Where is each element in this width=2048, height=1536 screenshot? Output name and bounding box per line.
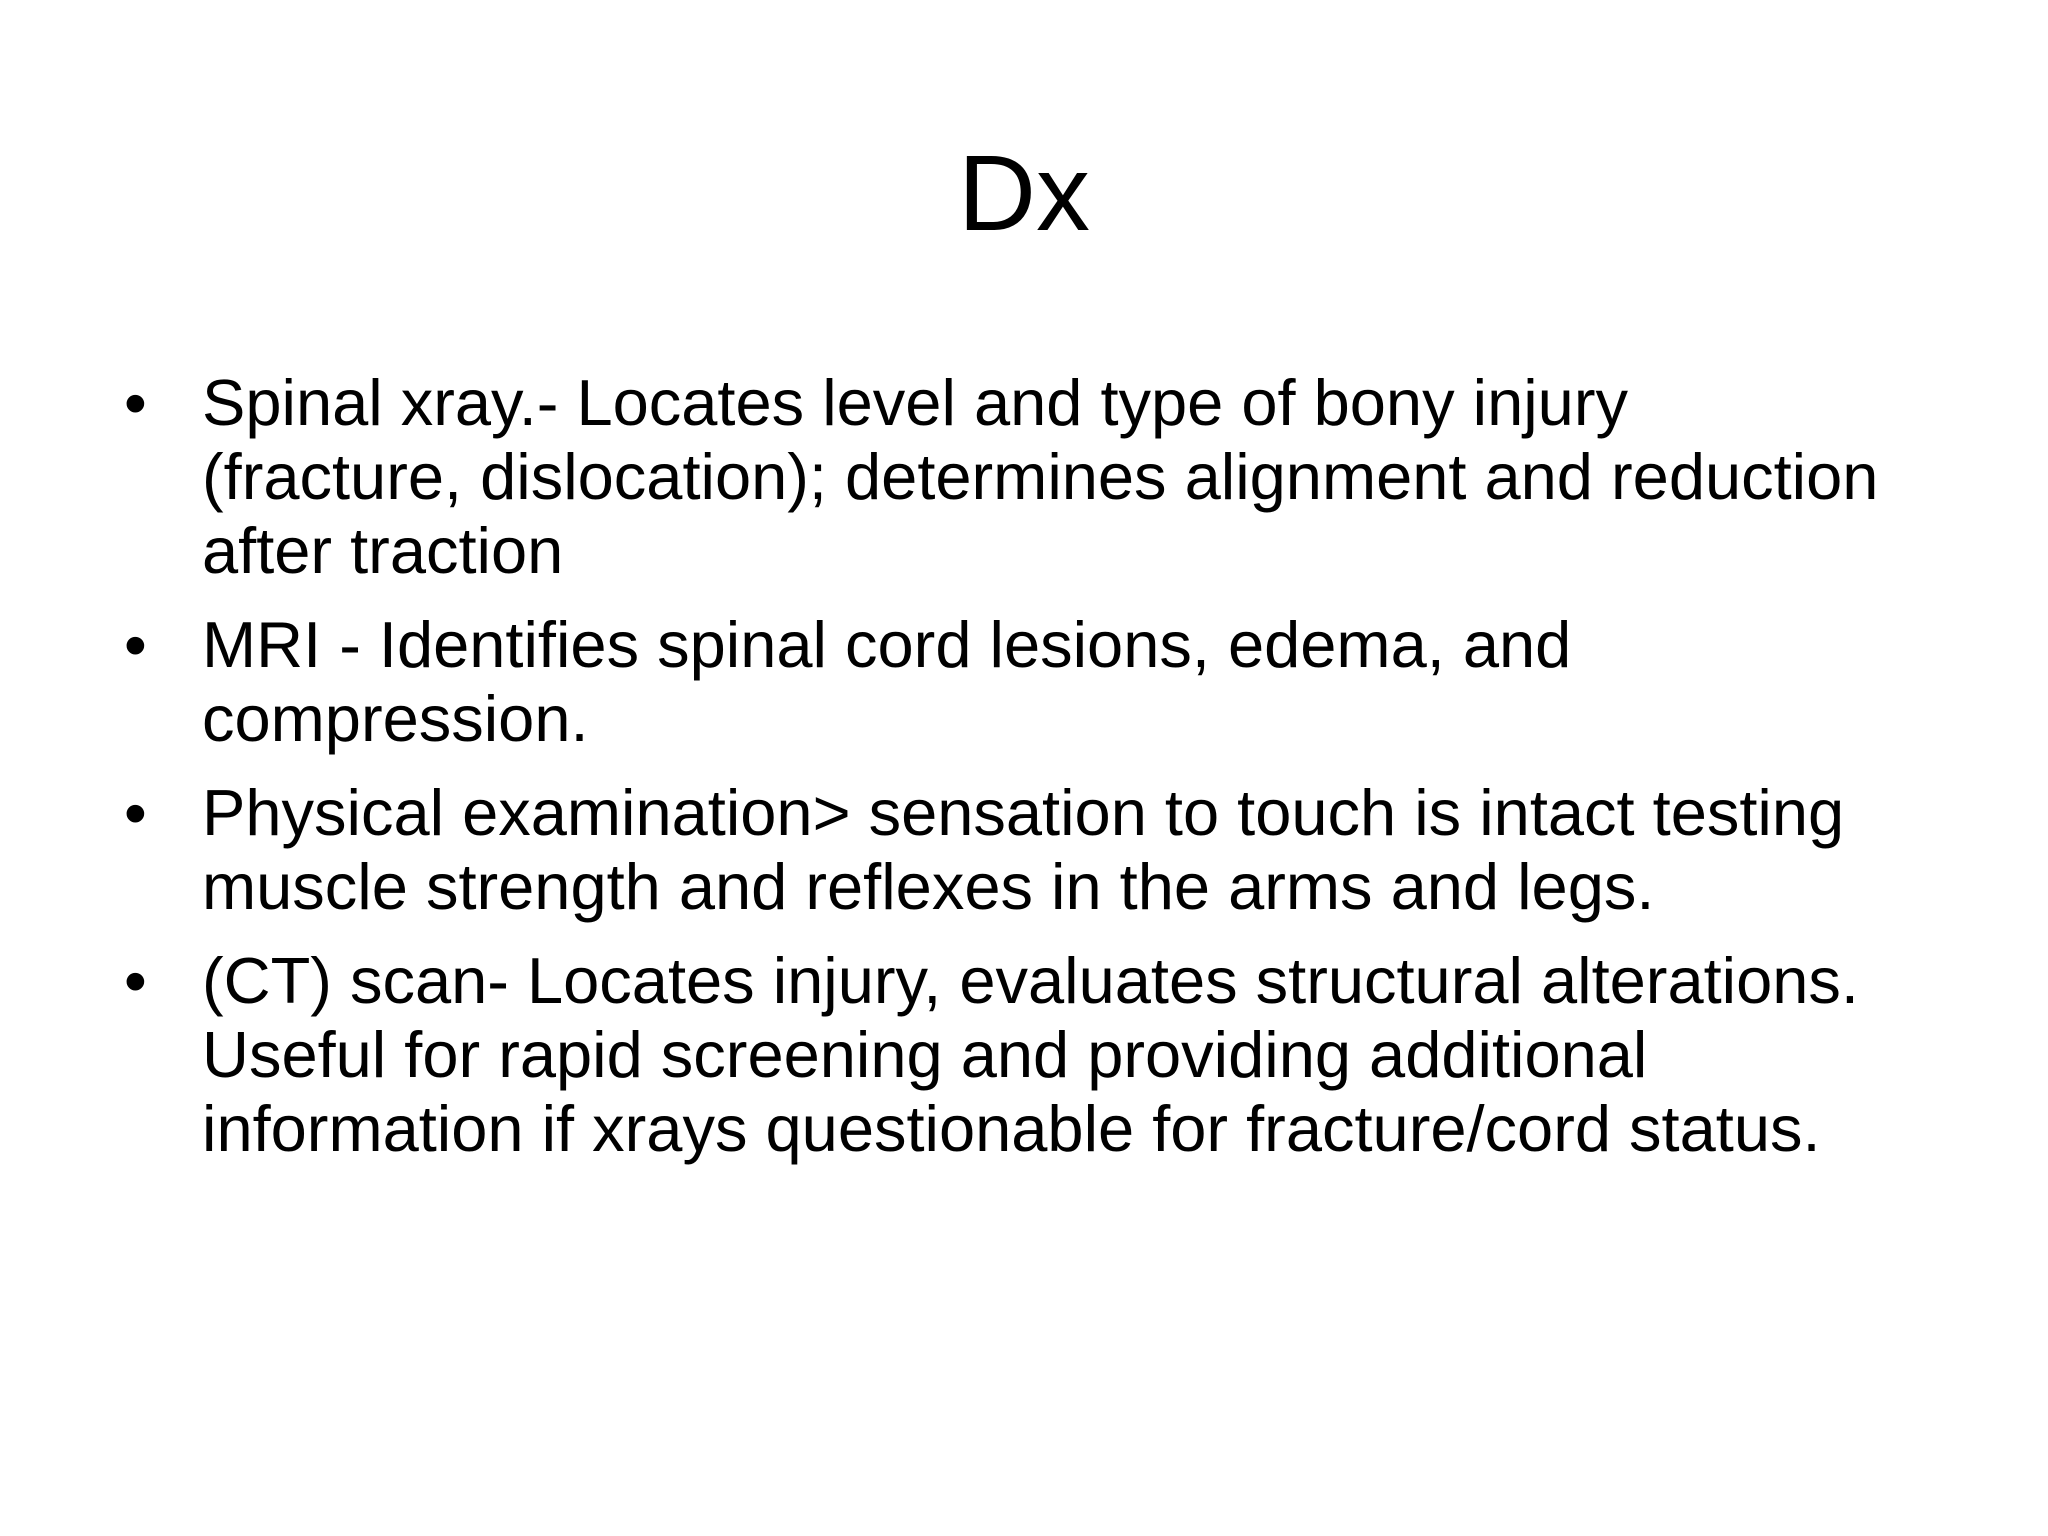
bullet-item-spinal-xray — [120, 366, 1900, 588]
bullet-text: Physical examination> sensation to touch is intact testing muscle strength and reflexes in the arms and legs. — [202, 776, 1845, 923]
bullet-text: MRI - Identifies spinal cord lesions, edema, and compression. — [202, 608, 1572, 755]
bullet-item-ct-scan — [120, 944, 1900, 1166]
bullet-item-physical-examination — [120, 776, 1900, 924]
slide-title: Dx — [958, 132, 1090, 253]
bullet-dot-icon: • — [124, 366, 147, 439]
bullet-dot-icon: • — [124, 776, 147, 849]
bullet-list — [120, 366, 1900, 1186]
bullet-item-mri — [120, 608, 1900, 756]
bullet-text: (CT) scan- Locates injury, evaluates structural alterations. Useful for rapid screening and providing additional information if xrays questionable for fracture/cord status. — [202, 944, 1859, 1165]
bullet-dot-icon: • — [124, 944, 147, 1017]
bullet-dot-icon: • — [124, 608, 147, 681]
bullet-text: Spinal xray.- Locates level and type of bony injury (fracture, dislocation); determines alignment and reduction after traction — [202, 366, 1879, 587]
